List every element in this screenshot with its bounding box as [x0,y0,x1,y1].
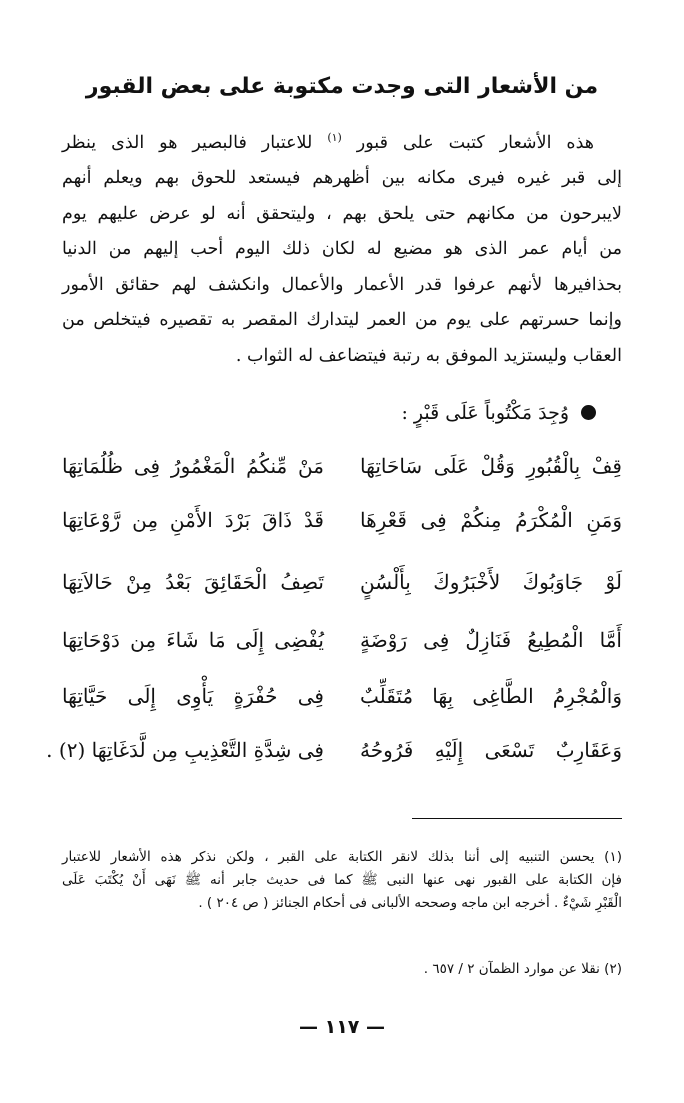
verse-5-first-hemistich: وَالْمُجْرِمُ الطَّاغِى بِهَا مُتَقَلِّبٌ [360,684,622,708]
prose-line-1 [62,120,622,161]
prose-line-1-tail: للاعتبار فالبصير هو الذى ينظر [62,132,313,153]
verse-6-first-hemistich: وَعَقَارِبٌ تَسْعَى إِلَيْهِ فَرُوحُهُ [360,738,622,762]
verse-3-first-hemistich: لَوْ جَاوَبُوكَ لأَخْبَرُوكَ بِأَلْسُنٍ [360,570,622,594]
verse-2-first-hemistich: وَمَنِ الْمُكْرَمُ مِنكُمْ فِى قَعْرِهَا [360,508,622,532]
prose-line-1-head: هذه الأشعار كتبت على قبور [356,132,594,153]
poem-intro [401,398,596,428]
verse-2-second-hemistich: قَدْ ذَاقَ بَرْدَ الأَمْنِ مِن رَّوْعَاتِهَا [62,508,324,532]
poem-intro-text: وُجِدَ مَكْتُوباً عَلَى قَبْرٍ : [401,402,569,424]
footnote-1-line-3: الْقَبْرِ شَيْءٌ . أخرجه ابن ماجه وصححه الألبانى فى أحكام الجنائز ( ص ٢٠٤ ) . [198,895,622,911]
prose-paragraph [62,120,622,374]
verse-6-second-hemistich: فِى شِدَّةِ التَّعْذِيبِ مِن لَّدَغَاتِهَا (٢) . [46,738,324,762]
prose-line-2: إلى قبر غيره فيرى مكانه بين أظهرهم فيستعد للحوق بهم ويعلم أنهم [62,168,622,189]
prose-line-3: لايبرحون من مكانهم حتى يلحق بهم ، وليتحقق أنه لو عرض عليهم يوم [62,203,622,224]
prose-line-6: وإنما حسرتهم على يوم من العمر ليتدارك المقصر به تقصيره فيتخلص من [62,310,622,331]
verse-5 [62,676,622,716]
verse-3 [62,562,622,602]
footnote-2: (٢) نقلا عن موارد الظمآن ٢ / ٦٥٧ . [423,961,622,977]
verse-1 [62,446,622,486]
footnote-separator [412,818,622,819]
prose-line-7: العقاب وليستزيد الموفق به رتبة فيتضاعف له الثواب . [235,345,622,366]
page-number: — ١١٧ — [298,1016,386,1038]
footnote-marker-1: (١) [327,131,342,144]
prose-line-5: بحذافيرها لأنهم عرفوا قدر الأعمار والأعمال وانكشف لهم حقائق الأمور [62,274,622,295]
footnote-1-line-1: (١) يحسن التنبيه إلى أننا بذلك لانقر الكتابة على القبر ، ولكن نذكر هذه الأشعار للاعتبار [62,849,622,865]
bullet-icon [581,405,596,420]
verse-2 [62,500,622,540]
verse-3-second-hemistich: تَصِفُ الْحَقَائِقَ بَعْدُ مِنْ حَالاَتِهَا [62,570,324,594]
verse-4-second-hemistich: يُفْضِى إِلَى مَا شَاءَ مِن دَوْحَاتِهَا [62,628,324,652]
prose-line-4: من أيام عمر الذى هو مضيع له لكان ذلك اليوم أحب إليهم من الدنيا [62,239,622,260]
footnote-1-line-2: فإن الكتابة على القبور نهى عنها النبى ﷺ كما فى حديث جابر أنه ﷺ نَهَى أَنْ يُكْتَبَ عَلَى [62,872,622,888]
page-title: من الأشعار التى وجدت مكتوبة على بعض القبور [85,74,599,99]
verse-1-first-hemistich: قِفْ بِالْقُبُورِ وَقُلْ عَلَى سَاحَاتِهَا [360,454,622,478]
verse-6 [46,730,622,770]
footnote-1 [62,846,622,915]
verse-1-second-hemistich: مَنْ مِّنكُمُ الْمَغْمُورُ فِى ظُلُمَاتِهَا [62,454,324,478]
verse-5-second-hemistich: فِى حُفْرَةٍ يَأْوِى إِلَى حَيَّاتِهَا [62,684,324,708]
verse-4 [62,620,622,660]
verse-4-first-hemistich: أَمَّا الْمُطِيعُ فَنَازِلٌ فِى رَوْضَةٍ [360,628,622,652]
